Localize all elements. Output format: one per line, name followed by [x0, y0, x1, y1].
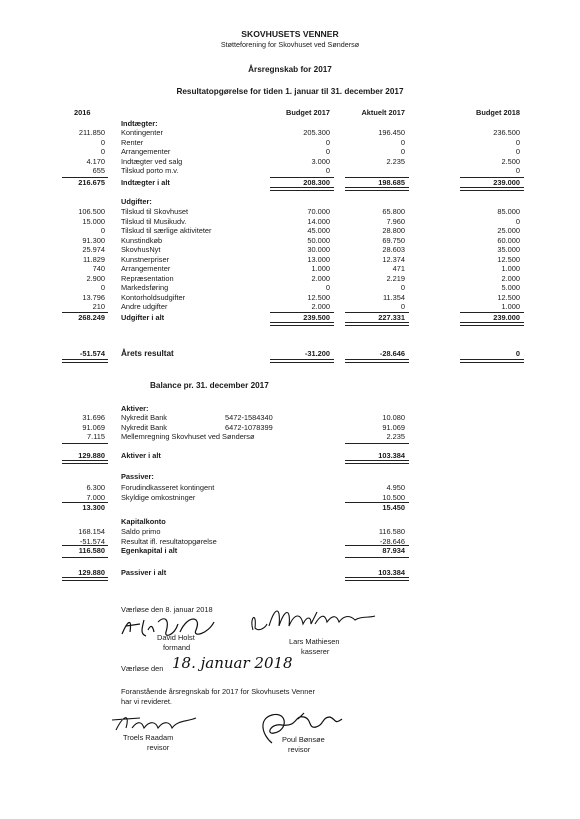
- cell-actual-2017: 12.374: [382, 254, 405, 264]
- cell-budget-2017: -31.200: [304, 349, 330, 358]
- cell-2016: 210: [92, 302, 105, 311]
- cell-actual-2017: 2.235: [386, 156, 405, 166]
- cell-2016: 0: [100, 137, 105, 147]
- double-underline-budget-2018: [460, 187, 524, 191]
- cell-label: Saldo primo: [121, 527, 161, 536]
- auditor2-name: Poul Bønsøe: [282, 735, 325, 744]
- chair-name: David Holst: [157, 633, 195, 642]
- cell-budget-2017: 50.000: [307, 235, 330, 245]
- cell-label: SkovhusNyt: [121, 245, 161, 254]
- double-underline-2016: [62, 359, 108, 363]
- cell-label: Tilskud til særlige aktiviteter: [121, 226, 212, 235]
- cell-label: Andre udgifter: [121, 302, 168, 311]
- column-header-budget-2017: Budget 2017: [286, 108, 330, 117]
- cell-label: Egenkapital i alt: [121, 546, 178, 555]
- cell-label: Forudindkasseret kontingent: [121, 483, 215, 492]
- underline-value: [345, 557, 409, 558]
- cell-2016: 0: [100, 147, 105, 156]
- treasurer-signature: [245, 602, 380, 634]
- cell-2016: 106.500: [78, 207, 105, 216]
- cell-label: Mellemregning Skovhuset ved Søndersø: [121, 432, 255, 441]
- cell-label: Indtægter i alt: [121, 178, 170, 187]
- signing-place-date: Værløse den 8. januar 2018: [121, 605, 213, 614]
- cell-value-2017: 2.235: [386, 432, 405, 441]
- cell-value-2017: 91.069: [382, 422, 405, 432]
- double-underline-2016: [62, 577, 108, 581]
- cell-account-number: 5472-1584340: [225, 413, 273, 422]
- cell-2016: 216.675: [78, 178, 105, 187]
- balance-title: Balance pr. 31. december 2017: [150, 381, 269, 390]
- cell-budget-2017: 30.000: [307, 245, 330, 254]
- column-header-actual-2017: Aktuelt 2017: [361, 108, 405, 117]
- double-underline-budget-2017: [270, 359, 334, 363]
- cell-budget-2017: 13.000: [307, 254, 330, 264]
- cell-value-2017: 87.934: [382, 546, 405, 555]
- cell-budget-2017: 0: [325, 166, 330, 175]
- cell-label: Tilskud til Musikudv.: [121, 216, 187, 226]
- cell-actual-2017: 7.960: [386, 216, 405, 226]
- double-underline-budget-2018: [460, 359, 524, 363]
- cell-label: Nykredit Bank: [121, 422, 168, 432]
- cell-label: Kunstindkøb: [121, 235, 163, 245]
- cell-actual-2017: 196.450: [378, 128, 405, 137]
- auditor1-role: revisor: [147, 743, 170, 752]
- cell-budget-2018: 0: [515, 349, 520, 358]
- double-underline-actual-2017: [345, 187, 409, 191]
- cell-budget-2018: 2.500: [501, 156, 520, 166]
- cell-2016: 116.580: [78, 546, 105, 555]
- cell-label: Tilskud porto m.v.: [121, 166, 179, 175]
- cell-label: Repræsentation: [121, 273, 174, 283]
- cell-label: Renter: [121, 137, 144, 147]
- cell-label: Kontorholdsudgifter: [121, 292, 186, 302]
- auditor-place: Værløse den: [121, 664, 164, 673]
- cell-2016: 655: [92, 166, 105, 175]
- double-underline-2016: [62, 460, 108, 464]
- cell-value-2017: 10.500: [382, 492, 405, 502]
- double-underline-budget-2017: [270, 187, 334, 191]
- cell-label: Kontingenter: [121, 128, 163, 137]
- liabilities-heading: Passiver:: [121, 472, 154, 481]
- cell-value-2017: 4.950: [386, 483, 405, 492]
- cell-budget-2018: 1.000: [501, 264, 520, 273]
- income-heading: Indtægter:: [121, 119, 158, 128]
- cell-value-2017: 103.384: [378, 568, 405, 577]
- cell-budget-2017: 14.000: [307, 216, 330, 226]
- cell-2016: 91.069: [82, 422, 105, 432]
- double-underline-actual-2017: [345, 322, 409, 326]
- cell-label: Kunstnerpriser: [121, 254, 170, 264]
- cell-2016: 268.249: [78, 313, 105, 322]
- cell-2016: 13.300: [82, 503, 105, 512]
- cell-2016: 15.000: [82, 216, 105, 226]
- cell-label: Aktiver i alt: [121, 451, 161, 460]
- double-underline-value: [345, 460, 409, 464]
- cell-budget-2018: 5.000: [501, 283, 520, 292]
- cell-2016: 168.154: [78, 527, 105, 536]
- cell-actual-2017: 65.800: [382, 207, 405, 216]
- cell-account-number: 6472-1078399: [225, 422, 273, 432]
- cell-2016: 6.300: [86, 483, 105, 492]
- treasurer-name: Lars Mathiesen: [289, 637, 340, 646]
- chair-role: formand: [163, 643, 191, 652]
- column-header-2016: 2016: [74, 108, 91, 117]
- cell-actual-2017: -28.646: [379, 349, 405, 358]
- cell-value-2017: -28.646: [379, 536, 405, 546]
- cell-budget-2018: 0: [515, 147, 520, 156]
- underline-value: [345, 443, 409, 444]
- assets-heading: Aktiver:: [121, 404, 149, 413]
- cell-2016: 0: [100, 283, 105, 292]
- cell-2016: 25.974: [82, 245, 105, 254]
- cell-budget-2018: 35.000: [497, 245, 520, 254]
- double-underline-actual-2017: [345, 359, 409, 363]
- cell-label: Skyldige omkostninger: [121, 492, 196, 502]
- cell-budget-2018: 2.000: [501, 273, 520, 283]
- cell-actual-2017: 0: [400, 147, 405, 156]
- cell-budget-2018: 12.500: [497, 254, 520, 264]
- org-subtitle: Støtteforening for Skovhuset ved Søndersø: [220, 40, 360, 49]
- cell-budget-2018: 239.000: [493, 313, 520, 322]
- cell-value-2017: 15.450: [382, 503, 405, 512]
- cell-2016: -51.574: [79, 536, 105, 546]
- cell-actual-2017: 11.354: [382, 292, 405, 302]
- audit-note-line-2: har vi revideret.: [121, 697, 172, 706]
- cell-actual-2017: 227.331: [378, 313, 405, 322]
- cell-2016: 7.115: [87, 432, 105, 441]
- cell-2016: 7.000: [86, 492, 105, 502]
- cell-2016: 13.796: [82, 292, 105, 302]
- cell-value-2017: 116.580: [378, 527, 405, 536]
- expense-heading: Udgifter:: [121, 197, 152, 206]
- cell-label: Arrangementer: [121, 147, 171, 156]
- cell-label: Årets resultat: [121, 349, 174, 358]
- cell-2016: 11.829: [82, 254, 105, 264]
- cell-budget-2017: 208.300: [303, 178, 330, 187]
- auditor-date-handwritten: 18. januar 2018: [172, 654, 293, 672]
- cell-2016: 2.900: [86, 273, 105, 283]
- cell-budget-2018: 25.000: [497, 226, 520, 235]
- cell-budget-2018: 0: [515, 216, 520, 226]
- auditor2-role: revisor: [288, 745, 311, 754]
- capital-heading: Kapitalkonto: [121, 517, 166, 526]
- cell-2016: 4.170: [86, 156, 105, 166]
- cell-2016: 740: [92, 264, 105, 273]
- cell-actual-2017: 198.685: [378, 178, 405, 187]
- cell-budget-2018: 236.500: [493, 128, 520, 137]
- cell-label: Indtægter ved salg: [121, 156, 183, 166]
- cell-value-2017: 10.080: [382, 413, 405, 422]
- cell-2016: 31.696: [82, 413, 105, 422]
- cell-budget-2018: 12.500: [497, 292, 520, 302]
- cell-2016: 129.880: [78, 451, 105, 460]
- cell-value-2017: 103.384: [378, 451, 405, 460]
- cell-actual-2017: 2.219: [386, 273, 405, 283]
- income-statement-title: Resultatopgørelse for tiden 1. januar til 31. december 2017: [176, 87, 404, 96]
- cell-label: Resultat ifl. resultatopgørelse: [121, 536, 217, 546]
- cell-2016: 0: [100, 226, 105, 235]
- underline-2016: [62, 557, 108, 558]
- treasurer-role: kasserer: [301, 647, 330, 656]
- auditor1-name: Troels Raadam: [123, 733, 174, 742]
- cell-actual-2017: 28.603: [382, 245, 405, 254]
- cell-budget-2017: 12.500: [307, 292, 330, 302]
- double-underline-value: [345, 577, 409, 581]
- cell-actual-2017: 471: [392, 264, 405, 273]
- cell-label: Tilskud til Skovhuset: [121, 207, 189, 216]
- cell-budget-2017: 2.000: [311, 273, 330, 283]
- cell-label: Passiver i alt: [121, 568, 167, 577]
- cell-actual-2017: 0: [400, 137, 405, 147]
- cell-2016: 129.880: [78, 568, 105, 577]
- column-header-budget-2018: Budget 2018: [476, 108, 520, 117]
- cell-2016: 211.850: [78, 128, 105, 137]
- cell-label: Arrangementer: [121, 264, 171, 273]
- double-underline-budget-2017: [270, 322, 334, 326]
- audit-note-line-1: Foranstående årsregnskab for 2017 for Skovhusets Venner: [121, 687, 315, 696]
- cell-actual-2017: 0: [400, 302, 405, 311]
- underline-2016: [62, 443, 108, 444]
- double-underline-budget-2018: [460, 322, 524, 326]
- cell-budget-2017: 2.000: [311, 302, 330, 311]
- cell-budget-2017: 1.000: [311, 264, 330, 273]
- cell-budget-2018: 0: [515, 166, 520, 175]
- cell-2016: -51.574: [79, 349, 105, 358]
- cell-budget-2017: 239.500: [303, 313, 330, 322]
- cell-budget-2017: 70.000: [307, 207, 330, 216]
- cell-label: Markedsføring: [121, 283, 169, 292]
- cell-budget-2018: 85.000: [497, 207, 520, 216]
- cell-label: Udgifter i alt: [121, 313, 165, 322]
- cell-budget-2017: 3.000: [311, 156, 330, 166]
- cell-budget-2018: 0: [515, 137, 520, 147]
- cell-budget-2017: 0: [325, 283, 330, 292]
- page-title: Årsregnskab for 2017: [248, 65, 332, 74]
- cell-budget-2018: 239.000: [493, 178, 520, 187]
- cell-budget-2017: 45.000: [307, 226, 330, 235]
- cell-actual-2017: 0: [400, 283, 405, 292]
- org-title: SKOVHUSETS VENNER: [241, 29, 339, 39]
- cell-budget-2017: 205.300: [303, 128, 330, 137]
- cell-budget-2017: 0: [325, 137, 330, 147]
- cell-budget-2018: 60.000: [497, 235, 520, 245]
- cell-budget-2017: 0: [325, 147, 330, 156]
- cell-budget-2018: 1.000: [501, 302, 520, 311]
- cell-actual-2017: 28.800: [382, 226, 405, 235]
- cell-2016: 91.300: [82, 235, 105, 245]
- cell-label: Nykredit Bank: [121, 413, 168, 422]
- cell-actual-2017: 69.750: [382, 235, 405, 245]
